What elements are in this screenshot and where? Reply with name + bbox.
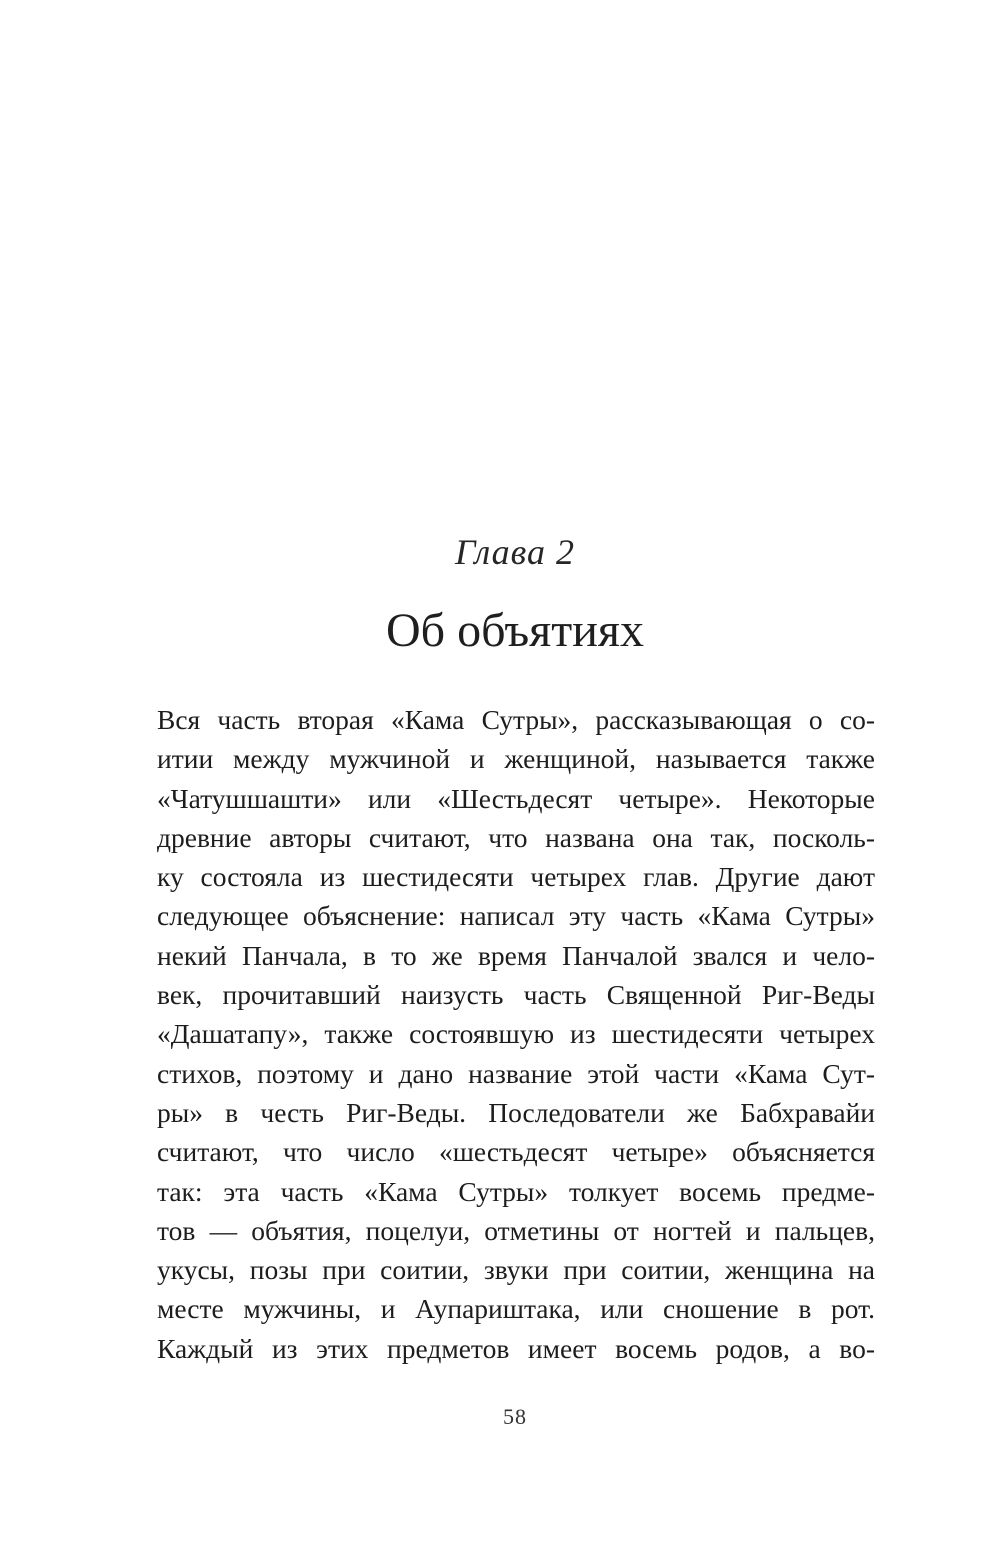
chapter-title: Об объятиях xyxy=(386,604,644,657)
page-number: 58 xyxy=(503,1404,527,1429)
text-line: тов — объятия, поцелуи, отметины от ногтей и пальцев, xyxy=(157,1214,875,1246)
text-line: считают, что число «шестьдесят четыре» объясняется xyxy=(157,1136,875,1168)
body-text xyxy=(157,700,875,1368)
text-line: стихов, поэтому и дано название этой части «Кама Сут- xyxy=(157,1057,875,1089)
text-line: так: эта часть «Кама Сутры» толкует восемь предме- xyxy=(157,1175,875,1207)
text-line: укусы, позы при соитии, звуки при соитии, женщина на xyxy=(157,1254,875,1286)
text-line: ку состояла из шестидесяти четырех глав. Другие дают xyxy=(157,861,875,893)
text-line: ры» в честь Риг-Веды. Последователи же Бабхравайи xyxy=(157,1096,875,1128)
text-line: Каждый из этих предметов имеет восемь родов, а во- xyxy=(157,1332,875,1364)
chapter-label: Глава 2 xyxy=(454,532,576,572)
text-line: древние авторы считают, что названа она так, посколь- xyxy=(157,821,875,853)
text-line: следующее объяснение: написал эту часть «Кама Сутры» xyxy=(157,900,875,932)
text-line: «Чатушшашти» или «Шестьдесят четыре». Некоторые xyxy=(157,782,875,814)
text-line: век, прочитавший наизусть часть Священной Риг-Веды xyxy=(157,979,875,1011)
text-line: «Дашатапу», также состоявшую из шестидесяти четырех xyxy=(157,1018,875,1050)
text-line: итии между мужчиной и женщиной, называется также xyxy=(157,743,875,775)
text-line: Вся часть вторая «Кама Сутры», рассказывающая о со- xyxy=(157,704,875,735)
text-line: некий Панчала, в то же время Панчалой звался и чело- xyxy=(157,939,875,971)
text-line: месте мужчины, и Аупариштака, или сношение в рот. xyxy=(157,1293,875,1325)
